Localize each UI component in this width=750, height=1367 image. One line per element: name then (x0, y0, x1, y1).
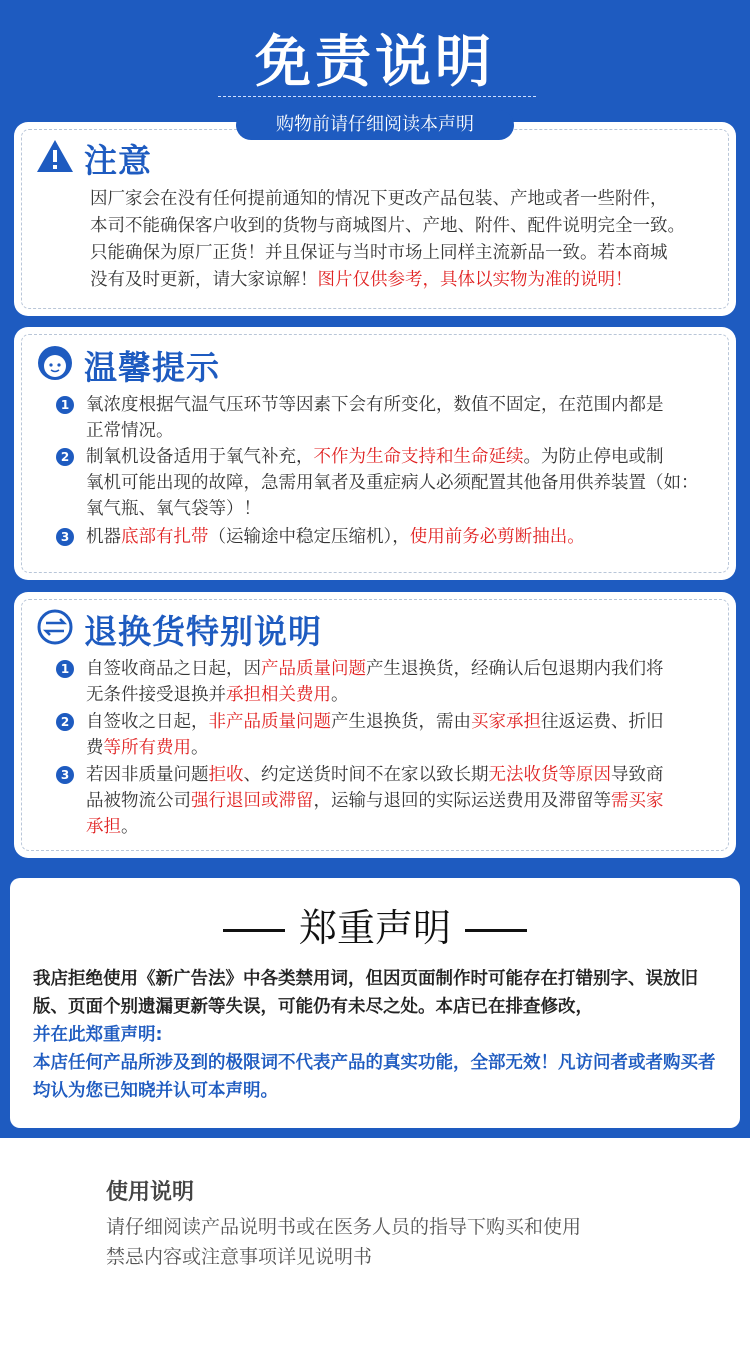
returns-text: 自签收之日起， (86, 712, 209, 732)
returns-heading: 退换货特别说明 (84, 611, 322, 651)
statement-body (33, 965, 723, 1105)
notice-header (36, 136, 152, 180)
number-badge: 1 (56, 660, 74, 678)
tips-text: （运输途中稳定压缩机）， (208, 527, 410, 547)
statement-emphasis: 本店任何产品所涉及到的极限词不代表产品的真实功能，全部无效！凡访问者或者购买者均认为您已知晓并认可本声明。 (33, 1053, 716, 1101)
warning-icon (36, 139, 74, 177)
number-badge: 3 (56, 766, 74, 784)
returns-text: 导致商 (611, 765, 664, 785)
face-icon (36, 344, 74, 386)
tips-item-2 (56, 444, 726, 522)
title-line-left (223, 929, 285, 932)
number-badge: 2 (56, 713, 74, 731)
returns-red-text: 非产品质量问题 (208, 712, 331, 732)
returns-red-text: 产品质量问题 (261, 659, 366, 679)
tips-item-3 (56, 524, 726, 550)
returns-item-2 (56, 709, 726, 761)
notice-line: 没有及时更新，请大家谅解！ (90, 270, 318, 290)
tips-heading: 温馨提示 (84, 347, 220, 387)
number-badge: 1 (56, 396, 74, 414)
tips-red-text: 不作为生命支持和生命延续 (313, 447, 524, 467)
tips-header (36, 343, 220, 387)
tips-line: 正常情况。 (86, 421, 174, 441)
title-line-right (465, 929, 527, 932)
tips-text: 。为防止停电或制 (523, 447, 664, 467)
number-badge: 3 (56, 528, 74, 546)
returns-text: 、约定送货时间不在家以致长期 (243, 765, 489, 785)
notice-text (90, 186, 720, 294)
returns-red-text: 需买家 (611, 791, 664, 811)
returns-red-text: 承担相关费用 (226, 685, 331, 705)
tips-line: 氧浓度根据气温气压环节等因素下会有所变化，数值不固定，在范围内都是 (86, 395, 664, 415)
returns-red-text: 买家承担 (471, 712, 541, 732)
statement-paragraph: 我店拒绝使用《新广告法》中各类禁用词，但因页面制作时可能存在打错别字、误放旧版、页面个别遗漏更新等失误，可能仍有未尽之处。本店已在排查修改， (33, 969, 698, 1017)
number-badge: 2 (56, 448, 74, 466)
statement-emphasis: 并在此郑重声明: (33, 1025, 163, 1045)
returns-text: 无条件接受退换并 (86, 685, 226, 705)
returns-red-text: 承担 (86, 817, 121, 837)
returns-text: 。 (331, 685, 349, 705)
returns-text: 往返运费、折旧 (541, 712, 664, 732)
usage-line: 禁忌内容或注意事项详见说明书 (106, 1246, 373, 1268)
tips-line: 氧气瓶、氧气袋等）！ (86, 499, 261, 519)
notice-line: 本司不能确保客户收到的货物与商城图片、产地、附件、配件说明完全一致。 (90, 216, 685, 236)
notice-line: 因厂家会在没有任何提前通知的情况下更改产品包装、产地或者一些附件， (90, 189, 668, 209)
returns-text: 产生退换货，需由 (331, 712, 471, 732)
title-divider (218, 96, 536, 97)
subtitle-pill: 购物前请仔细阅读本声明 (236, 110, 514, 140)
returns-item-3 (56, 762, 726, 840)
page-title: 免责说明 (255, 30, 495, 95)
tips-line: 氧机可能出现的故障，急需用氧者及重症病人必须配置其他备用供养装置（如： (86, 473, 699, 493)
notice-line: 只能确保为原厂正货！并且保证与当时市场上同样主流新品一致。若本商城 (90, 243, 668, 263)
usage-line: 请仔细阅读产品说明书或在医务人员的指导下购买和使用 (106, 1216, 582, 1238)
tips-text: 制氧机设备适用于氧气补充， (86, 447, 314, 467)
returns-item-1 (56, 656, 726, 708)
returns-text: 若因非质量问题 (86, 765, 209, 785)
returns-text: 产生退换货，经确认后包退期内我们将 (366, 659, 664, 679)
statement-heading: 郑重声明 (298, 906, 451, 950)
returns-header (36, 607, 322, 651)
returns-text: 自签收商品之日起，因 (86, 659, 261, 679)
returns-red-text: 拒收 (208, 765, 244, 785)
tips-red-text: 底部有扎带 (121, 527, 209, 547)
returns-text: 。 (121, 817, 139, 837)
returns-text: ，运输与退回的实际运送费用及滞留等 (313, 791, 611, 811)
returns-red-text: 无法收货等原因 (488, 765, 611, 785)
notice-heading: 注意 (84, 140, 152, 180)
returns-text: 费 (86, 738, 104, 758)
tips-item-1 (56, 392, 726, 444)
tips-text: 机器 (86, 527, 121, 547)
notice-red-text: 图片仅供参考，具体以实物为准的说明！ (317, 270, 633, 290)
tips-red-text: 使用前务必剪断抽出。 (409, 527, 585, 547)
exchange-icon (36, 608, 74, 650)
returns-red-text: 等所有费用 (103, 738, 191, 758)
usage-heading: 使用说明 (106, 1180, 195, 1205)
returns-red-text: 强行退回或滞留 (191, 791, 314, 811)
returns-text: 。 (191, 738, 209, 758)
returns-text: 品被物流公司 (86, 791, 191, 811)
statement-title (0, 897, 750, 952)
